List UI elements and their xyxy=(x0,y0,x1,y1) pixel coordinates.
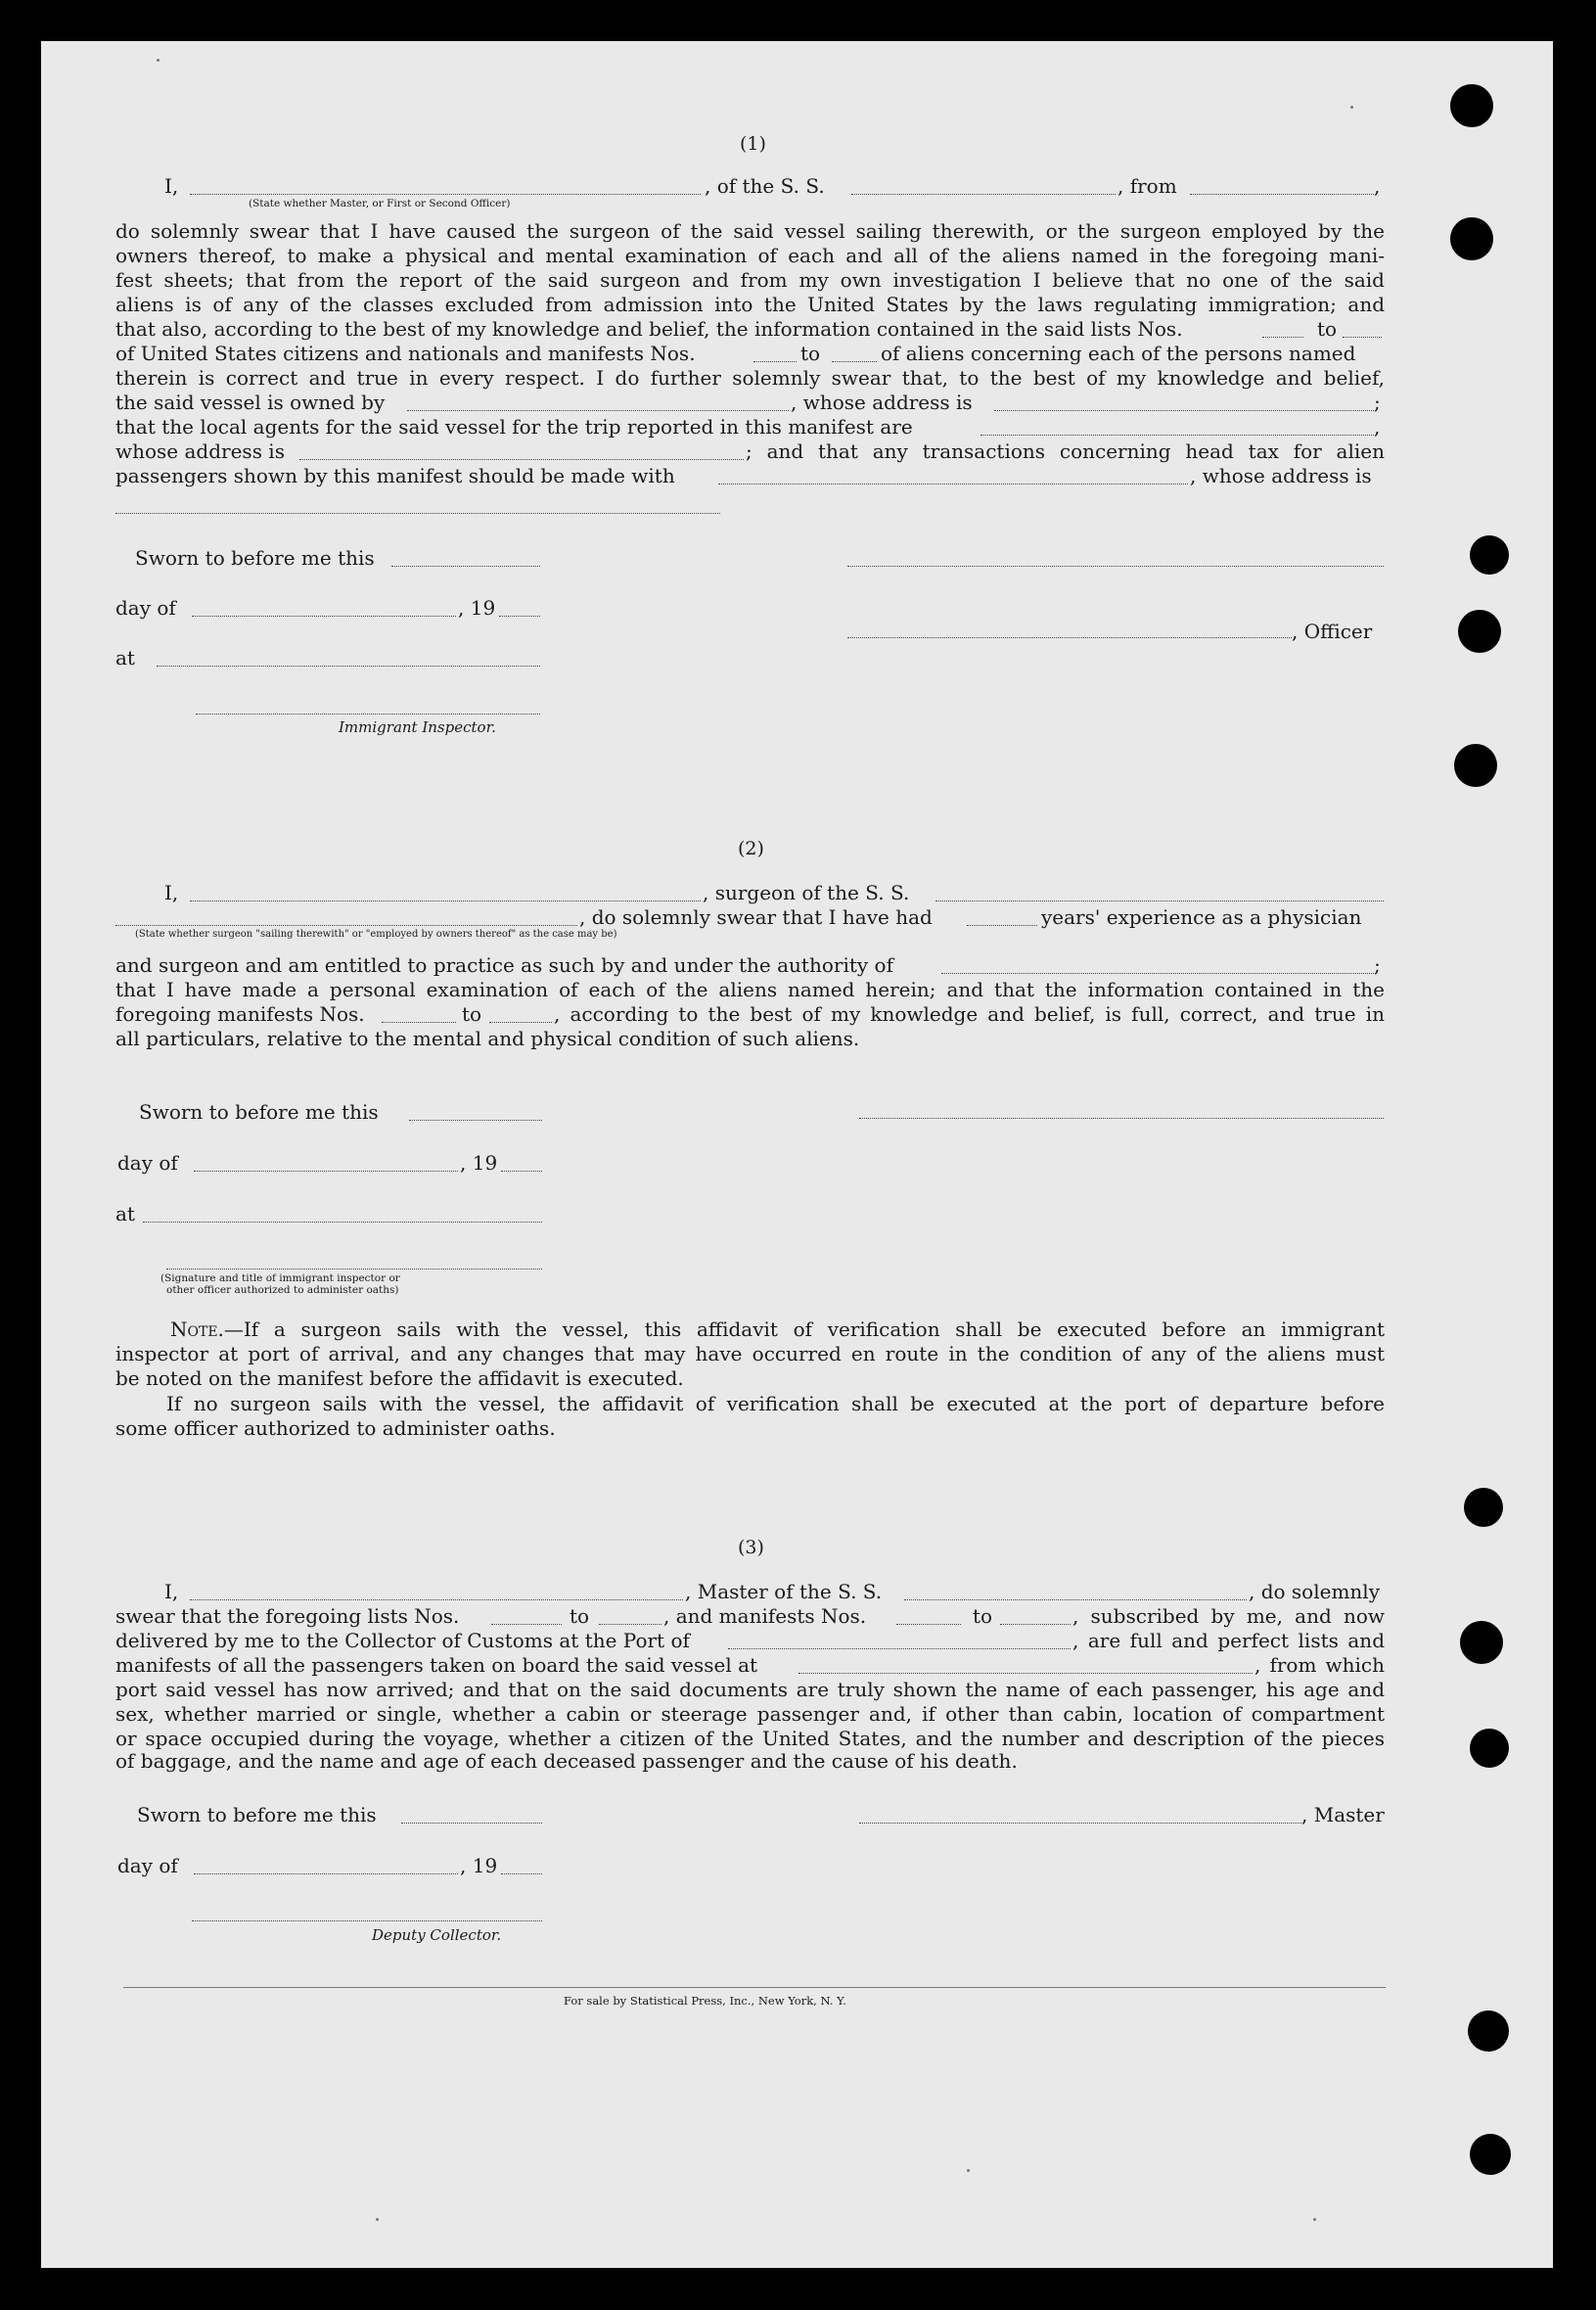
s1-agents-label: that the local agents for the said vessel for the trip reported in this manifest are xyxy=(115,415,913,439)
s3-manifests-to-field[interactable] xyxy=(1000,1624,1071,1625)
s1-year-label: , 19 xyxy=(458,596,496,620)
footer-rule xyxy=(123,1987,1386,1988)
s2-line-all: all particulars, relative to the mental and physical condition of such aliens. xyxy=(115,1027,860,1050)
manifests-nos-to-field[interactable] xyxy=(832,361,877,362)
s2-signature-hint-1: (Signature and title of immigrant inspector or xyxy=(160,1272,400,1284)
s2-sworn-day-field[interactable] xyxy=(409,1120,542,1121)
manifests-nos-from-field[interactable] xyxy=(753,361,797,362)
paper-speck xyxy=(376,2218,379,2221)
s1-lead-in: I, xyxy=(164,174,179,198)
s2-to: to xyxy=(462,1002,482,1026)
s1-officer-signature-field[interactable] xyxy=(847,566,1384,567)
section-1-number: (1) xyxy=(740,133,766,155)
s3-delivered-text: delivered by me to the Collector of Customs at the Port of xyxy=(115,1629,690,1652)
years-experience-field[interactable] xyxy=(967,925,1037,926)
s2-year-label: , 19 xyxy=(460,1151,498,1175)
s2-line-exam: that I have made a personal examination of each of the aliens named herein; and that the information contained in the xyxy=(115,978,1385,1001)
s3-line-3: or space occupied during the voyage, whether a citizen of the United States, and the number and description of the pieces xyxy=(115,1727,1385,1750)
s3-do-solemnly: , do solemnly xyxy=(1249,1580,1380,1603)
from-port-field[interactable] xyxy=(1190,194,1374,195)
owner-field[interactable] xyxy=(407,410,789,411)
paper-speck xyxy=(1313,2218,1316,2221)
s3-day-of-label: day of xyxy=(117,1854,178,1877)
section-3-number: (3) xyxy=(738,1537,764,1558)
s2-at-label: at xyxy=(115,1202,135,1225)
s3-line-1: port said vessel has now arrived; and that on the said documents are truly shown the name of each passenger, his age and xyxy=(115,1678,1385,1701)
s1-semicolon: ; xyxy=(1374,391,1381,414)
note2-line-1: If no surgeon sails with the vessel, the affidavit of verification shall be executed at the port of departure before xyxy=(166,1392,1385,1415)
s1-at-label: at xyxy=(115,646,135,670)
s2-semicolon: ; xyxy=(1374,953,1381,977)
head-tax-address-field[interactable] xyxy=(115,513,720,514)
paper-speck xyxy=(157,59,160,62)
s1-sworn-day-field[interactable] xyxy=(391,566,540,567)
punch-hole xyxy=(1468,2010,1509,2052)
punch-hole xyxy=(1454,744,1497,787)
s1-passengers-label: passengers shown by this manifest should be made with xyxy=(115,464,675,487)
punch-hole xyxy=(1460,1621,1503,1664)
s3-swear-lists-label: swear that the foregoing lists Nos. xyxy=(115,1604,460,1628)
s3-master-of-label: , Master of the S. S. xyxy=(685,1580,883,1603)
s3-line-2: sex, whether married or single, whether a cabin or steerage passenger and, if other than cabin, location of compartment xyxy=(115,1702,1385,1726)
s3-from-which: , from which xyxy=(1254,1653,1385,1677)
s3-to-2: to xyxy=(973,1604,993,1628)
s2-surgeon-of-label: , surgeon of the S. S. xyxy=(703,881,910,904)
s1-owned-by-label: the said vessel is owned by xyxy=(115,391,386,414)
s3-deputy-collector-label: Deputy Collector. xyxy=(372,1926,502,1944)
s1-comma-2: , xyxy=(1374,415,1381,439)
footer-imprint: For sale by Statistical Press, Inc., New York, N. Y. xyxy=(564,1994,846,2008)
note2-line-2: some officer authorized to administer oaths. xyxy=(115,1416,556,1440)
s1-inspector-label: Immigrant Inspector. xyxy=(339,718,496,736)
s3-lists-from-field[interactable] xyxy=(491,1624,562,1625)
s2-surgeon-signature-field[interactable] xyxy=(859,1118,1384,1119)
ship-name-field[interactable] xyxy=(851,194,1116,195)
punch-hole xyxy=(1458,610,1501,653)
note-line-2: inspector at port of arrival, and any changes that may have occurred en route in the condition of any of the aliens must xyxy=(115,1342,1385,1365)
s2-inspector-signature-field[interactable] xyxy=(166,1269,542,1270)
punch-hole xyxy=(1450,84,1493,127)
s2-years-label: years' experience as a physician xyxy=(1041,905,1362,929)
s1-lists-nos-text: that also, according to the best of my knowledge and belief, the information contained in the said lists Nos. xyxy=(115,317,1183,341)
deputy-collector-signature-field[interactable] xyxy=(192,1920,542,1921)
paper-speck xyxy=(967,2169,970,2172)
s3-sworn-day-field[interactable] xyxy=(401,1823,542,1824)
s2-manifests-from-field[interactable] xyxy=(382,1022,456,1023)
s1-officer-title-field[interactable] xyxy=(847,637,1292,638)
s1-line-1: do solemnly swear that I have caused the surgeon of the said vessel sailing therewith, or the surgeon employed by the xyxy=(115,219,1385,243)
punch-hole xyxy=(1450,217,1493,260)
s2-day-of-label: day of xyxy=(117,1151,178,1175)
s1-agents-address-label: whose address is xyxy=(115,439,285,463)
s3-manifests-all-text: manifests of all the passengers taken on board the said vessel at xyxy=(115,1653,758,1677)
agents-address-field[interactable] xyxy=(299,459,744,460)
s3-manifests-from-field[interactable] xyxy=(896,1624,961,1625)
note-text-1: —If a surgeon sails with the vessel, this affidavit of verification shall be executed before an immigrant xyxy=(223,1317,1385,1341)
s3-full-perfect-text: , are full and perfect lists and xyxy=(1072,1629,1385,1652)
master-name-field[interactable] xyxy=(190,1599,683,1600)
s3-line-4: of baggage, and the name and age of each deceased passenger and the cause of his death. xyxy=(115,1749,1018,1773)
s1-month-field[interactable] xyxy=(192,616,456,617)
s1-aliens-text: of aliens concerning each of the persons named xyxy=(881,342,1356,365)
s1-manifests-nos-text: of United States citizens and nationals and manifests Nos. xyxy=(115,342,696,365)
s2-lead-in: I, xyxy=(164,881,179,904)
punch-hole xyxy=(1470,1729,1509,1768)
s1-owner-address-label: , whose address is xyxy=(791,391,973,414)
master-signature-field[interactable] xyxy=(859,1823,1301,1824)
s3-lists-to-field[interactable] xyxy=(599,1624,661,1625)
s3-month-field[interactable] xyxy=(194,1873,458,1874)
s3-ship-name-field[interactable] xyxy=(904,1599,1247,1600)
officer-name-field[interactable] xyxy=(190,194,701,195)
owner-address-field[interactable] xyxy=(994,410,1374,411)
head-tax-agent-field[interactable] xyxy=(718,484,1188,485)
s1-line-3: fest sheets; that from the report of the said surgeon and from my own investigation I believe that no one of the said xyxy=(115,268,1385,292)
lists-nos-to-field[interactable] xyxy=(1343,337,1382,338)
local-agents-field[interactable] xyxy=(980,435,1374,436)
s3-year-label: , 19 xyxy=(460,1854,498,1877)
s2-year-field[interactable] xyxy=(501,1171,542,1172)
section-2-number: (2) xyxy=(738,838,764,859)
s1-of-ss-label: , of the S. S. xyxy=(705,174,825,198)
punch-hole xyxy=(1464,1488,1503,1527)
s1-day-of-label: day of xyxy=(115,596,176,620)
s1-head-tax-address-label: , whose address is xyxy=(1190,464,1372,487)
s2-at-field[interactable] xyxy=(143,1222,542,1223)
note-line-1 xyxy=(115,1317,1385,1341)
s3-master-label: , Master xyxy=(1301,1803,1385,1826)
s2-signature-hint-2: other officer authorized to administer oaths) xyxy=(166,1284,399,1296)
s2-entitled-text: and surgeon and am entitled to practice as such by and under the authority of xyxy=(115,953,893,977)
s3-subscribed-text: , subscribed by me, and now xyxy=(1072,1604,1385,1628)
paper-speck xyxy=(1350,106,1353,109)
s2-month-field[interactable] xyxy=(194,1171,458,1172)
s2-do-solemnly-text: , do solemnly swear that I have had xyxy=(579,905,933,929)
s2-according-text: , according to the best of my knowledge and belief, is full, correct, and true in xyxy=(554,1002,1385,1026)
s1-head-tax-text: ; and that any transactions concerning head tax for alien xyxy=(746,439,1385,463)
s1-line-2: owners thereof, to make a physical and mental examination of each and all of the aliens named in the foregoing mani- xyxy=(115,244,1385,267)
s1-to-1: to xyxy=(1317,317,1338,341)
practice-authority-field[interactable] xyxy=(941,973,1374,974)
s2-sworn-label: Sworn to before me this xyxy=(139,1100,379,1124)
s1-line-therein: therein is correct and true in every respect. I do further solemnly swear that, to the best of my knowledge and belief, xyxy=(115,366,1385,390)
lists-nos-from-field[interactable] xyxy=(1262,337,1303,338)
punch-hole xyxy=(1470,535,1509,575)
punch-hole xyxy=(1470,2134,1511,2175)
s2-manifests-to-field[interactable] xyxy=(489,1022,552,1023)
note-label: Note. xyxy=(170,1317,224,1341)
s1-comma: , xyxy=(1374,174,1381,198)
s1-line-4: aliens is of any of the classes excluded from admission into the United States by the laws regulating immigration; and xyxy=(115,293,1385,316)
s1-officer-label: , Officer xyxy=(1292,620,1373,643)
s2-foregoing-label: foregoing manifests Nos. xyxy=(115,1002,365,1026)
s1-inspector-signature-field[interactable] xyxy=(196,714,540,715)
officer-hint: (State whether Master, or First or Second Officer) xyxy=(249,198,511,209)
s1-year-field[interactable] xyxy=(499,616,540,617)
note-line-3: be noted on the manifest before the affidavit is executed. xyxy=(115,1366,684,1390)
surgeon-hint: (State whether surgeon "sailing therewith" or "employed by owners thereof" as the case may be) xyxy=(135,929,617,940)
boarding-port-field[interactable] xyxy=(798,1673,1253,1674)
s3-manifests-label: , and manifests Nos. xyxy=(663,1604,867,1628)
s3-year-field[interactable] xyxy=(501,1873,542,1874)
s3-to-1: to xyxy=(570,1604,590,1628)
port-field[interactable] xyxy=(728,1648,1071,1649)
s1-to-2: to xyxy=(800,342,821,365)
s1-from-label: , from xyxy=(1117,174,1177,198)
s3-sworn-label: Sworn to before me this xyxy=(137,1803,377,1826)
s3-lead-in: I, xyxy=(164,1580,179,1603)
surgeon-status-field[interactable] xyxy=(115,925,577,926)
s1-at-field[interactable] xyxy=(157,666,540,667)
s1-sworn-label: Sworn to before me this xyxy=(135,546,375,570)
